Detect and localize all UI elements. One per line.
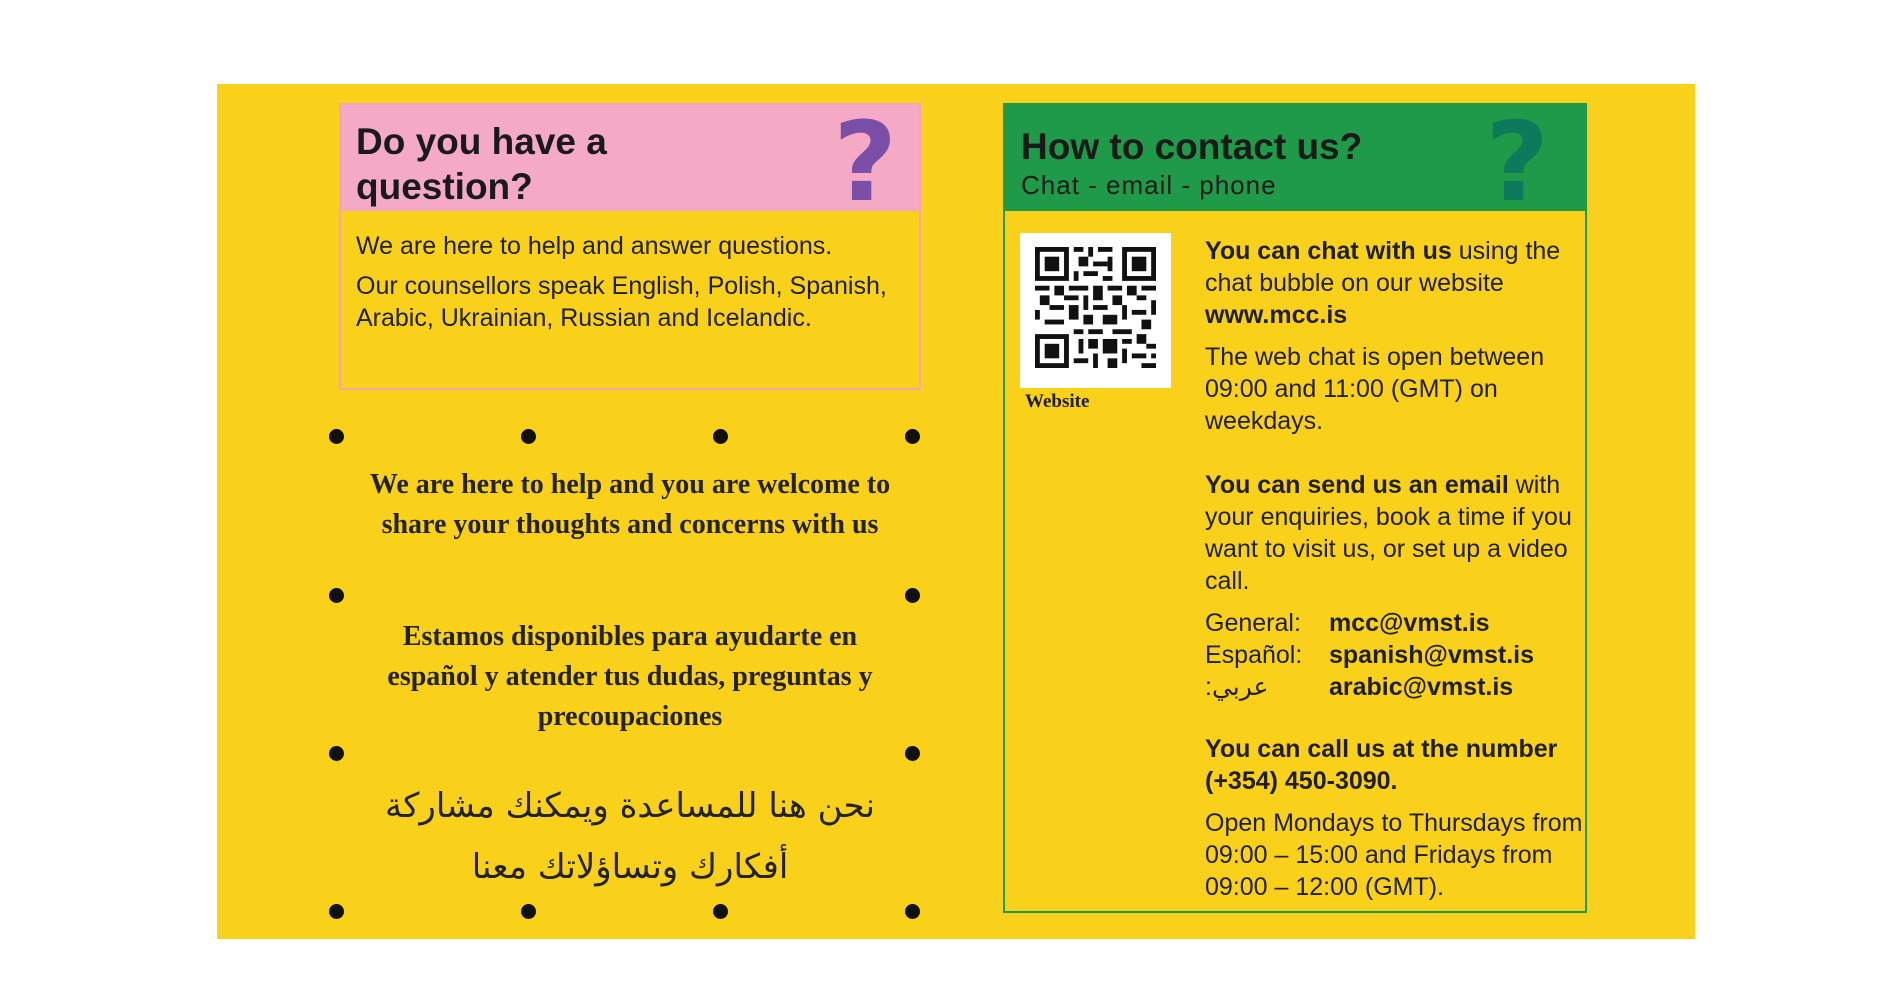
qr-code[interactable] [1020,233,1171,388]
email-spanish-link[interactable]: spanish@vmst.is [1329,641,1535,669]
decorative-dot [905,746,920,761]
contact-card-title: How to contact us? [1021,126,1363,167]
email-label-general: General: [1205,609,1301,637]
question-card-title: Do you have a question? [356,121,607,207]
languages-text: Our counsellors speak English, Polish, Spanish, Arabic, Ukrainian, Russian and Icelandic. [356,272,887,332]
question-card [339,98,921,390]
decorative-dot [521,429,536,444]
phone-number[interactable]: You can call us at the number (+354) 450-3090. [1205,735,1558,795]
question-card-header [341,98,919,226]
decorative-dot [329,904,344,919]
contact-card-subtitle: Chat - email - phone [1021,170,1277,200]
question-mark-icon: ? [833,98,897,226]
help-text: We are here to help and answer questions. [356,232,833,260]
decorative-dot [329,588,344,603]
question-mark-icon: ? [1485,98,1549,226]
decorative-dot [329,429,344,444]
decorative-dot [905,588,920,603]
chat-text: using the chat bubble on our website [1205,237,1561,297]
email-general-link[interactable]: mcc@vmst.is [1329,609,1490,637]
decorative-dot [905,904,920,919]
spanish-message: Estamos disponibles para ayudarte en español y atender tus dudas, preguntas y precoupaciones [387,621,873,732]
chat-heading: You can chat with us [1205,237,1452,265]
decorative-dot [713,429,728,444]
decorative-dot [905,429,920,444]
contact-card-header [1005,98,1585,226]
email-heading: You can send us an email [1205,471,1509,499]
qr-code-icon [1035,247,1156,368]
chat-paragraph [1205,235,1585,331]
question-card-body [356,230,904,342]
email-paragraph [1205,469,1585,597]
english-message: We are here to help and you are welcome to share your thoughts and concerns with us [369,469,891,540]
contact-card [1003,98,1587,913]
chat-hours: The web chat is open between 09:00 and 11:00 (GMT) on weekdays. [1205,343,1545,435]
qr-code-label: Website [1025,391,1090,412]
email-arabic-link[interactable]: arabic@vmst.is [1329,673,1514,701]
website-link[interactable]: www.mcc.is [1205,301,1348,329]
email-label-spanish: Español: [1205,641,1303,669]
phone-hours: Open Mondays to Thursdays from 09:00 – 15:00 and Fridays from 09:00 – 12:00 (GMT). [1205,809,1583,901]
arabic-message: نحن هنا للمساعدة ويمكنك مشاركة أفكارك وتساؤلاتك معنا [385,786,875,887]
decorative-dot [521,904,536,919]
phone-heading [1205,733,1585,797]
decorative-dot [329,746,344,761]
decorative-dot [713,904,728,919]
contact-info [1205,235,1585,913]
email-label-arabic: عربي: [1205,673,1269,701]
email-list [1205,607,1585,703]
email-text: with your enquiries, book a time if you want to visit us, or set up a video call. [1205,471,1572,595]
